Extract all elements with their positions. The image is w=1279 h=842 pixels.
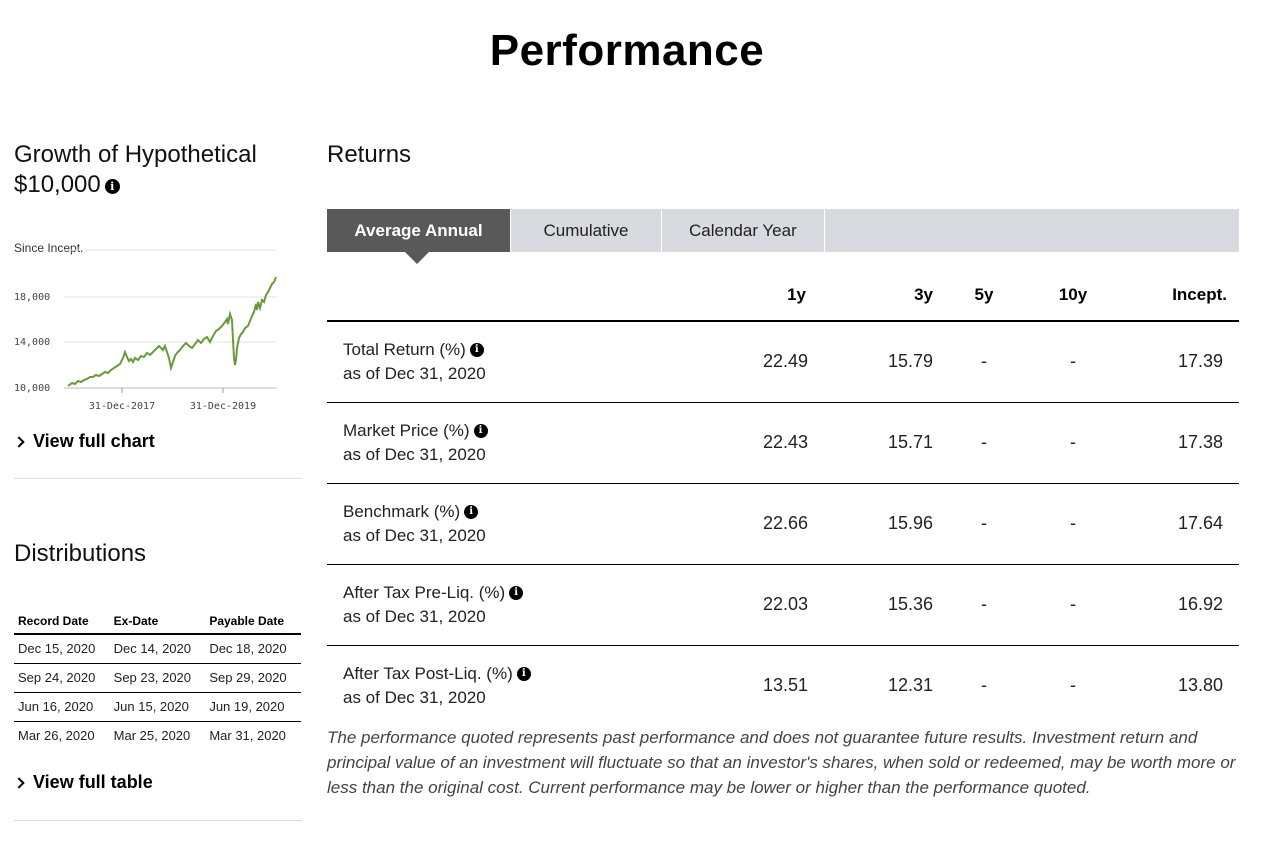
column-header: 3y: [824, 270, 949, 321]
value-3y: 15.36: [824, 564, 949, 645]
table-row: [14, 634, 301, 664]
returns-tabs: [327, 209, 1239, 252]
value-1y: 22.03: [697, 564, 824, 645]
table-cell: Jun 16, 2020: [14, 693, 110, 722]
info-icon[interactable]: i: [517, 667, 531, 681]
table-cell: Sep 24, 2020: [14, 664, 110, 693]
as-of-date: as of Dec 31, 2020: [343, 444, 486, 464]
info-icon[interactable]: i: [105, 179, 120, 194]
value-1y: 22.43: [697, 402, 824, 483]
range-label: Since Incept.: [14, 241, 84, 255]
column-header: [327, 270, 697, 321]
column-header: Record Date: [14, 614, 110, 634]
table-cell: Sep 29, 2020: [205, 664, 301, 693]
info-icon[interactable]: i: [464, 505, 478, 519]
value-10y: -: [1019, 402, 1127, 483]
value-incept: 17.38: [1127, 402, 1239, 483]
value-1y: 22.49: [697, 321, 824, 402]
y-tick-label: 10,000: [14, 383, 51, 394]
y-tick-label: 18,000: [14, 292, 51, 303]
value-3y: 15.96: [824, 483, 949, 564]
table-row: [327, 321, 1239, 402]
value-1y: 22.66: [697, 483, 824, 564]
value-incept: 17.39: [1127, 321, 1239, 402]
growth-title-line2: $10,000: [14, 171, 101, 198]
row-label-text: After Tax Pre-Liq. (%): [343, 582, 506, 602]
tab-average-annual[interactable]: Average Annual: [327, 209, 511, 252]
view-full-chart-link[interactable]: [14, 431, 155, 452]
growth-mini-chart[interactable]: [14, 240, 302, 420]
growth-title-line1: Growth of Hypothetical: [14, 141, 257, 168]
table-row: [14, 693, 301, 722]
value-3y: 15.71: [824, 402, 949, 483]
value-5y: -: [949, 564, 1019, 645]
divider: [14, 820, 302, 821]
returns-table: [327, 270, 1239, 726]
column-header: 1y: [697, 270, 824, 321]
value-3y: 12.31: [887, 675, 933, 696]
table-cell: Mar 25, 2020: [113, 728, 191, 743]
value-3y: 15.79: [824, 321, 949, 402]
row-label: [327, 402, 697, 483]
page-title: Performance: [489, 26, 765, 75]
chevron-right-icon: [13, 436, 24, 447]
table-cell: Sep 23, 2020: [110, 664, 206, 693]
value-5y: -: [949, 402, 1019, 483]
column-header: Payable Date: [205, 614, 301, 634]
growth-line: [68, 277, 276, 386]
table-cell: Dec 14, 2020: [110, 634, 206, 664]
table-cell: Dec 18, 2020: [205, 634, 301, 664]
value-incept: 13.80: [1177, 675, 1223, 696]
table-cell: Jun 15, 2020: [110, 693, 206, 722]
info-icon[interactable]: i: [509, 586, 523, 600]
chevron-right-icon: [13, 777, 24, 788]
view-full-table-label: View full table: [33, 772, 153, 792]
tab-cumulative[interactable]: Cumulative: [511, 209, 662, 252]
divider: [14, 478, 302, 479]
row-label: [327, 483, 697, 564]
distributions-table: [14, 614, 301, 750]
value-1y: 13.51: [762, 675, 808, 696]
value-10y: -: [1019, 321, 1127, 402]
row-label-text: After Tax Post-Liq. (%): [343, 663, 513, 683]
info-icon[interactable]: i: [474, 424, 488, 438]
row-label-text: Benchmark (%): [343, 501, 461, 521]
as-of-date: as of Dec 31, 2020: [343, 363, 486, 383]
table-cell: Dec 15, 2020: [14, 634, 110, 664]
table-cell: Mar 26, 2020: [18, 728, 95, 743]
growth-title: [14, 140, 302, 200]
view-full-chart-label: View full chart: [33, 431, 155, 451]
column-header: 5y: [949, 270, 1019, 321]
left-column: [14, 140, 302, 792]
returns-title: Returns: [327, 141, 412, 168]
view-full-table-link[interactable]: [14, 772, 153, 793]
value-incept: 17.64: [1127, 483, 1239, 564]
value-5y: -: [981, 675, 987, 696]
x-tick-label: 31-Dec-2017: [88, 401, 156, 412]
x-tick-label: 31-Dec-2019: [189, 401, 257, 412]
table-cell: Mar 31, 2020: [209, 728, 286, 743]
as-of-date: as of Dec 31, 2020: [343, 687, 486, 707]
info-icon[interactable]: i: [470, 343, 484, 357]
table-row: [14, 722, 301, 751]
table-cell: Jun 19, 2020: [205, 693, 301, 722]
table-row: [327, 564, 1239, 645]
column-header: 10y: [1019, 270, 1127, 321]
value-incept: 16.92: [1127, 564, 1239, 645]
column-header: Ex-Date: [110, 614, 206, 634]
row-label: [327, 645, 697, 726]
row-label-text: Market Price (%): [343, 420, 470, 440]
value-5y: -: [949, 321, 1019, 402]
row-label-text: Total Return (%): [343, 339, 466, 359]
value-10y: -: [1019, 564, 1127, 645]
distributions-title: Distributions: [14, 540, 147, 567]
value-10y: -: [1070, 675, 1076, 696]
y-tick-label: 14,000: [14, 337, 51, 348]
table-header-row: [14, 614, 301, 634]
value-5y: -: [949, 483, 1019, 564]
table-row: [327, 645, 1239, 726]
row-label: [327, 564, 697, 645]
as-of-date: as of Dec 31, 2020: [343, 525, 486, 545]
performance-disclaimer: The performance quoted represents past performance and does not guarantee future results. Investment return and principal value of an investment will fluctuate so that an investor's shares, when sold or redeemed, may be worth more or less than the original cost. Current performance may be lower or higher than the performance quoted.: [327, 728, 1236, 797]
table-row: [327, 483, 1239, 564]
tab-calendar-year[interactable]: Calendar Year: [662, 209, 825, 252]
table-row: [14, 664, 301, 693]
as-of-date: as of Dec 31, 2020: [343, 606, 486, 626]
column-header: Incept.: [1127, 270, 1239, 321]
table-row: [327, 402, 1239, 483]
value-10y: -: [1019, 483, 1127, 564]
row-label: [327, 321, 697, 402]
table-header-row: [327, 270, 1239, 321]
